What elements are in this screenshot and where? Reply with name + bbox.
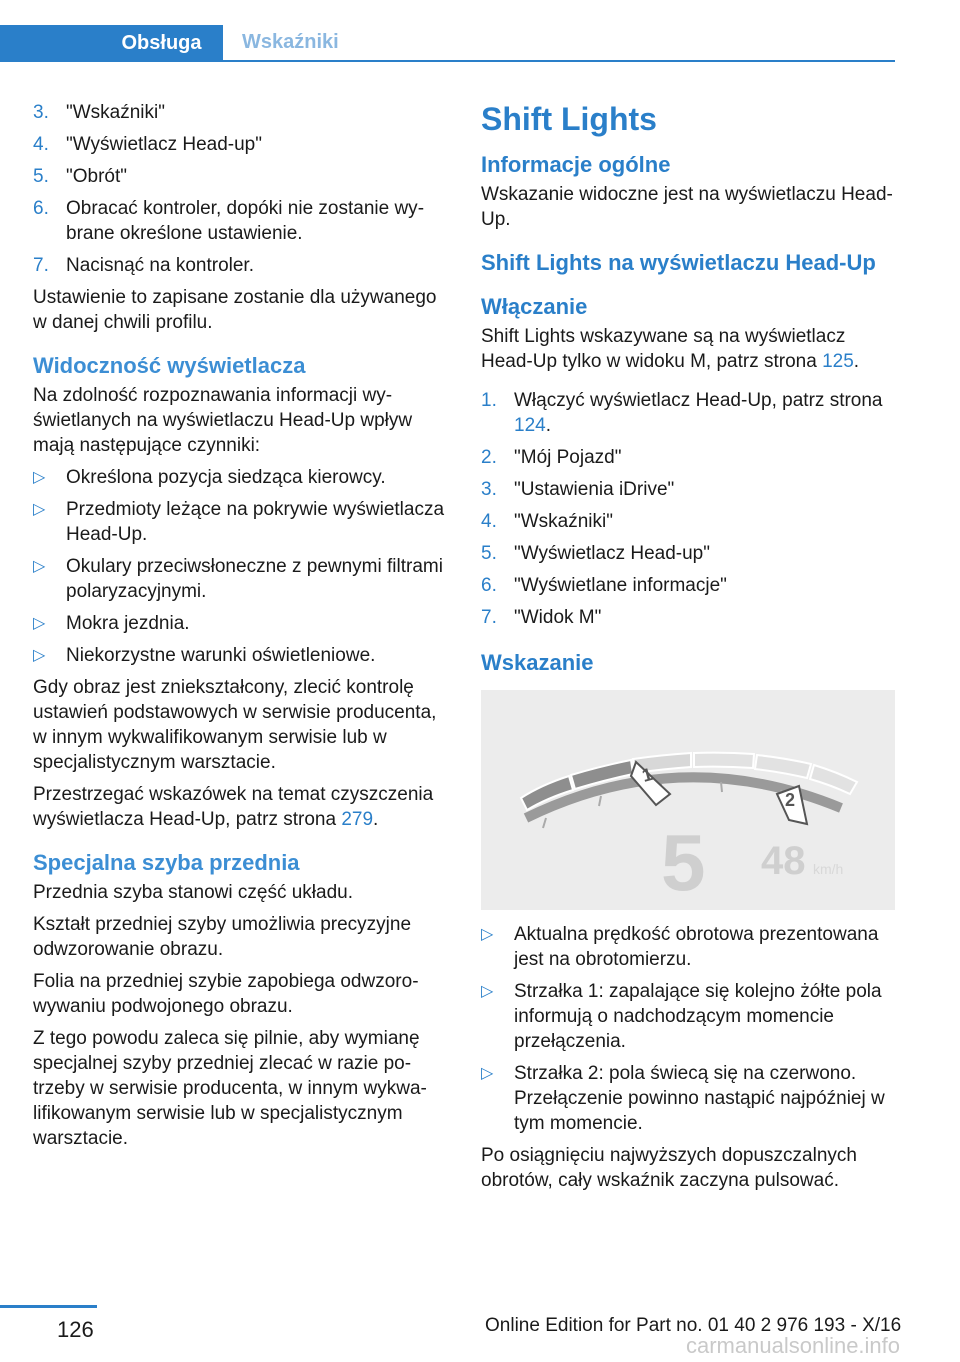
list-item: 6. "Wyświetlane informacje" [481,575,727,596]
speed-readout: 48 [761,839,806,883]
arrow-1-label: 1 [639,763,655,786]
list-item: 7. "Widok M" [481,607,602,628]
bullet-icon: ▷ [33,501,46,518]
list-item: 5. "Wyświetlacz Head-up" [481,543,710,564]
paragraph-distorted: Gdy obraz jest zniekształcony, zlecić kontrolę ustawień podstawowych w serwisie producenta, w innym wykwalifikowanym serwisie lub w specjalistycznym warsztacie. [33,677,437,773]
heading-display: Wskazanie [481,650,594,675]
bullet-icon: ▷ [33,558,46,575]
bullet-icon: ▷ [33,615,46,632]
right-steps-list [481,388,895,630]
arrow-2-label: 2 [785,790,796,810]
bullet-icon: ▷ [33,647,46,664]
paragraph-final: Po osiągnięciu najwyższych dopuszczalnych obrotów, cały wskaźnik zaczyna pulsować. [481,1145,857,1191]
list-item: ▷ Strzałka 1: zapalające się kolejno żółte pola informują o nadchodzącym momencie przełączenia. [481,981,882,1052]
shift-lights-illustration [481,690,895,910]
left-column [33,100,451,1158]
paragraph-visibility: Na zdolność rozpoznawania informacji wyświetlanych na wyświetlaczu Head-Up wpływ mają następujące czynniki: [33,385,413,456]
paragraph-enable: Shift Lights wskazywane są na wyświetlacz Head-Up tylko w widoku M, patrz strona 125. [481,326,860,372]
heading-general-info: Informacje ogólne [481,152,671,177]
list-item: 2. "Mój Pojazd" [481,447,622,468]
list-item: ▷ Określona pozycja siedząca kierowcy. [33,467,386,488]
shift-lights-figure [481,690,895,910]
list-item: ▷ Strzałka 2: pola świecą się na czerwono. Przełączenie powinno nastąpić najpóźniej w tym momencie. [481,1063,885,1134]
list-item: 4. "Wyświetlacz Head-up" [33,134,262,155]
tab-obsluga[interactable]: Obsługa [0,25,223,62]
paragraph-windshield-3: Folia na przedniej szybie zapobiega odwzorowywaniu podwojonego obrazu. [33,971,419,1017]
footer-rule [0,1305,97,1308]
paragraph-windshield-2: Kształt przedniej szyby umożliwia precyzyjne odwzorowanie obrazu. [33,914,412,960]
heading-windshield: Specjalna szyba przednia [33,850,300,875]
heading-visibility: Widoczność wyświetlacza [33,353,306,378]
list-item: ▷ Przedmioty leżące na pokrywie wyświetlacza Head-Up. [33,499,445,545]
edition-text: Online Edition for Part no. 01 40 2 976 193 - X/16 [485,1315,902,1336]
speed-unit: km/h [813,861,844,877]
page-link-124[interactable]: 124 [514,415,546,436]
list-item: 3. "Ustawienia iDrive" [481,479,675,500]
gear-readout: 5 [661,818,706,907]
list-item: 3. "Wskaźniki" [33,102,165,123]
list-item: 6. Obracać kontroler, dopóki nie zostanie wybrane określone ustawienie. [33,198,425,244]
bullet-icon: ▷ [481,983,494,1000]
paragraph-windshield-4: Z tego powodu zaleca się pilnie, aby wymianę specjalnej szyby przedniej zlecać w razie potrzeby w serwisie producenta, w innym wykwalifikowanym serwisie lub w specjalistycznym warsztacie. [33,1028,427,1149]
list-item: ▷ Mokra jezdnia. [33,613,190,634]
paragraph-cleaning: Przestrzegać wskazówek na temat czyszczenia wyświetlacza Head-Up, patrz strona 279. [33,784,434,830]
factors-list [33,465,451,668]
bullet-icon: ▷ [481,1065,494,1082]
page-number: 126 [57,1317,94,1342]
list-item: ▷ Niekorzystne warunki oświetleniowe. [33,645,376,666]
page-link-125[interactable]: 125 [822,351,854,372]
heading-shift-lights: Shift Lights [481,101,657,137]
heading-hud-shift-lights: Shift Lights na wyświetlaczu Head-Up [481,250,876,275]
list-item: 5. "Obrót" [33,166,128,187]
right-column [481,100,895,1200]
list-item: 4. "Wskaźniki" [481,511,613,532]
paragraph-windshield-1: Przednia szyba stanowi część układu. [33,882,353,903]
page-header [0,25,895,62]
paragraph-general: Wskazanie widoczne jest na wyświetlaczu Head-Up. [481,184,893,230]
heading-enable: Włączanie [481,294,588,319]
watermark: carmanualsonline.info [686,1333,901,1358]
tab-wskazniki[interactable]: Wskaźniki [242,31,339,53]
list-item: 7. Nacisnąć na kontroler. [33,255,254,276]
bullet-icon: ▷ [481,926,494,943]
bullet-icon: ▷ [33,469,46,486]
paragraph-saved: Ustawienie to zapisane zostanie dla używanego w danej chwili profilu. [33,287,437,333]
list-item: ▷ Okulary przeciwsłoneczne z pewnymi filtrami polaryzacyjnymi. [33,556,443,602]
left-steps-list [33,100,451,278]
display-bullets [481,922,895,1136]
list-item: ▷ Aktualna prędkość obrotowa prezentowana jest na obrotomierzu. [481,924,879,970]
header-rule [0,60,895,62]
page-link-279[interactable]: 279 [341,809,374,830]
list-item: 1. Włączyć wyświetlacz Head-Up, patrz strona 124. [481,390,883,436]
